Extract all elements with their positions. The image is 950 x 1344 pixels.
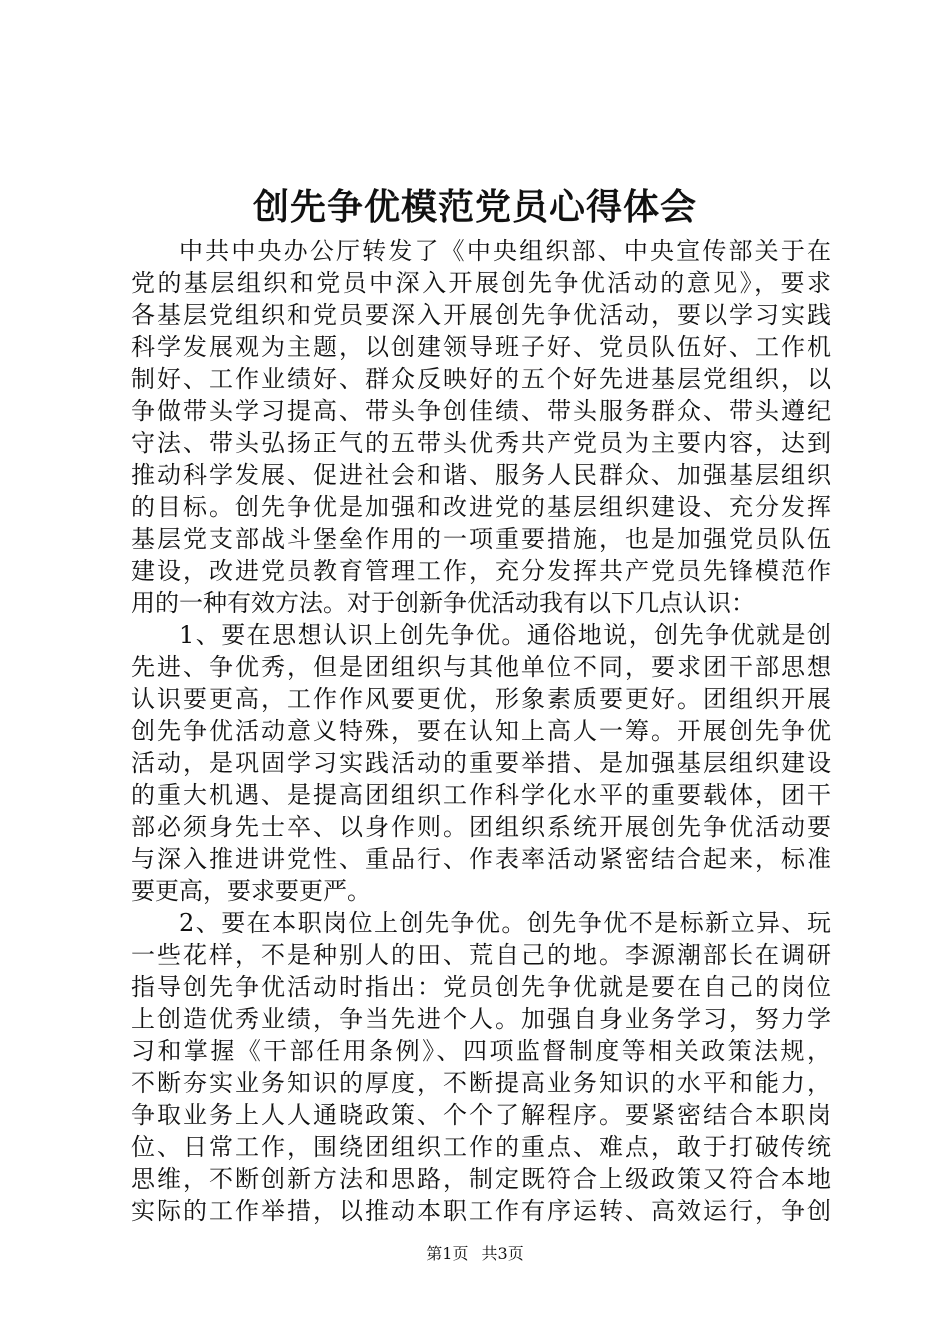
body-line: 制好、工作业绩好、群众反映好的五个好先进基层党组织，以 [131, 365, 831, 393]
body-line: 守法、带头弘扬正气的五带头优秀共产党员为主要内容，达到 [131, 429, 831, 457]
document-body [131, 235, 831, 1227]
page-total: 共3页 [481, 1244, 524, 1263]
body-line: 思维，不断创新方法和思路，制定既符合上级政策又符合本地 [131, 1165, 831, 1193]
page-number: 第1页 [426, 1244, 469, 1263]
body-line: 一些花样，不是种别人的田、荒自己的地。李源潮部长在调研 [131, 941, 831, 969]
body-line: 中共中央办公厅转发了《中央组织部、中央宣传部关于在 [179, 237, 831, 265]
body-line: 建设，改进党员教育管理工作，充分发挥共产党员先锋模范作 [131, 557, 831, 585]
body-line: 习和掌握《干部任用条例》、四项监督制度等相关政策法规， [131, 1037, 831, 1065]
body-line: 位、日常工作，围绕团组织工作的重点、难点，敢于打破传统 [131, 1133, 831, 1161]
body-line: 指导创先争优活动时指出：党员创先争优就是要在自己的岗位 [131, 973, 831, 1001]
page-footer [0, 1243, 950, 1265]
body-line: 认识要更高，工作作风要更优，形象素质要更好。团组织开展 [131, 685, 831, 713]
body-line: 2、要在本职岗位上创先争优。创先争优不是标新立异、玩 [179, 909, 831, 937]
body-line: 活动，是巩固学习实践活动的重要举措、是加强基层组织建设 [131, 749, 831, 777]
body-line: 创先争优活动意义特殊，要在认知上高人一筹。开展创先争优 [131, 717, 831, 745]
body-line: 争做带头学习提高、带头争创佳绩、带头服务群众、带头遵纪 [131, 397, 831, 425]
body-line: 科学发展观为主题，以创建领导班子好、党员队伍好、工作机 [131, 333, 831, 361]
body-line: 推动科学发展、促进社会和谐、服务人民群众、加强基层组织 [131, 461, 831, 489]
body-line: 的重大机遇、是提高团组织工作科学化水平的重要载体，团干 [131, 781, 831, 809]
body-line: 争取业务上人人通晓政策、个个了解程序。要紧密结合本职岗 [131, 1101, 831, 1129]
body-line: 各基层党组织和党员要深入开展创先争优活动，要以学习实践 [131, 301, 831, 329]
document-title: 创先争优模范党员心得体会 [252, 187, 697, 228]
body-line: 要更高，要求要更严。 [131, 877, 371, 905]
body-line: 党的基层组织和党员中深入开展创先争优活动的意见》，要求 [131, 269, 831, 297]
body-line: 上创造优秀业绩，争当先进个人。加强自身业务学习，努力学 [131, 1005, 831, 1033]
body-line: 1、要在思想认识上创先争优。通俗地说，创先争优就是创 [179, 621, 831, 649]
body-line: 的目标。创先争优是加强和改进党的基层组织建设、充分发挥 [131, 493, 831, 521]
body-line: 不断夯实业务知识的厚度，不断提高业务知识的水平和能力， [131, 1069, 831, 1097]
body-line: 基层党支部战斗堡垒作用的一项重要措施，也是加强党员队伍 [131, 525, 831, 553]
body-line: 部必须身先士卒、以身作则。团组织系统开展创先争优活动要 [131, 813, 831, 841]
body-line: 与深入推进讲党性、重品行、作表率活动紧密结合起来，标准 [131, 845, 831, 873]
body-line: 实际的工作举措，以推动本职工作有序运转、高效运行，争创 [131, 1197, 831, 1225]
body-line: 先进、争优秀，但是团组织与其他单位不同，要求团干部思想 [131, 653, 831, 681]
body-line: 用的一种有效方法。对于创新争优活动我有以下几点认识： [131, 589, 755, 617]
